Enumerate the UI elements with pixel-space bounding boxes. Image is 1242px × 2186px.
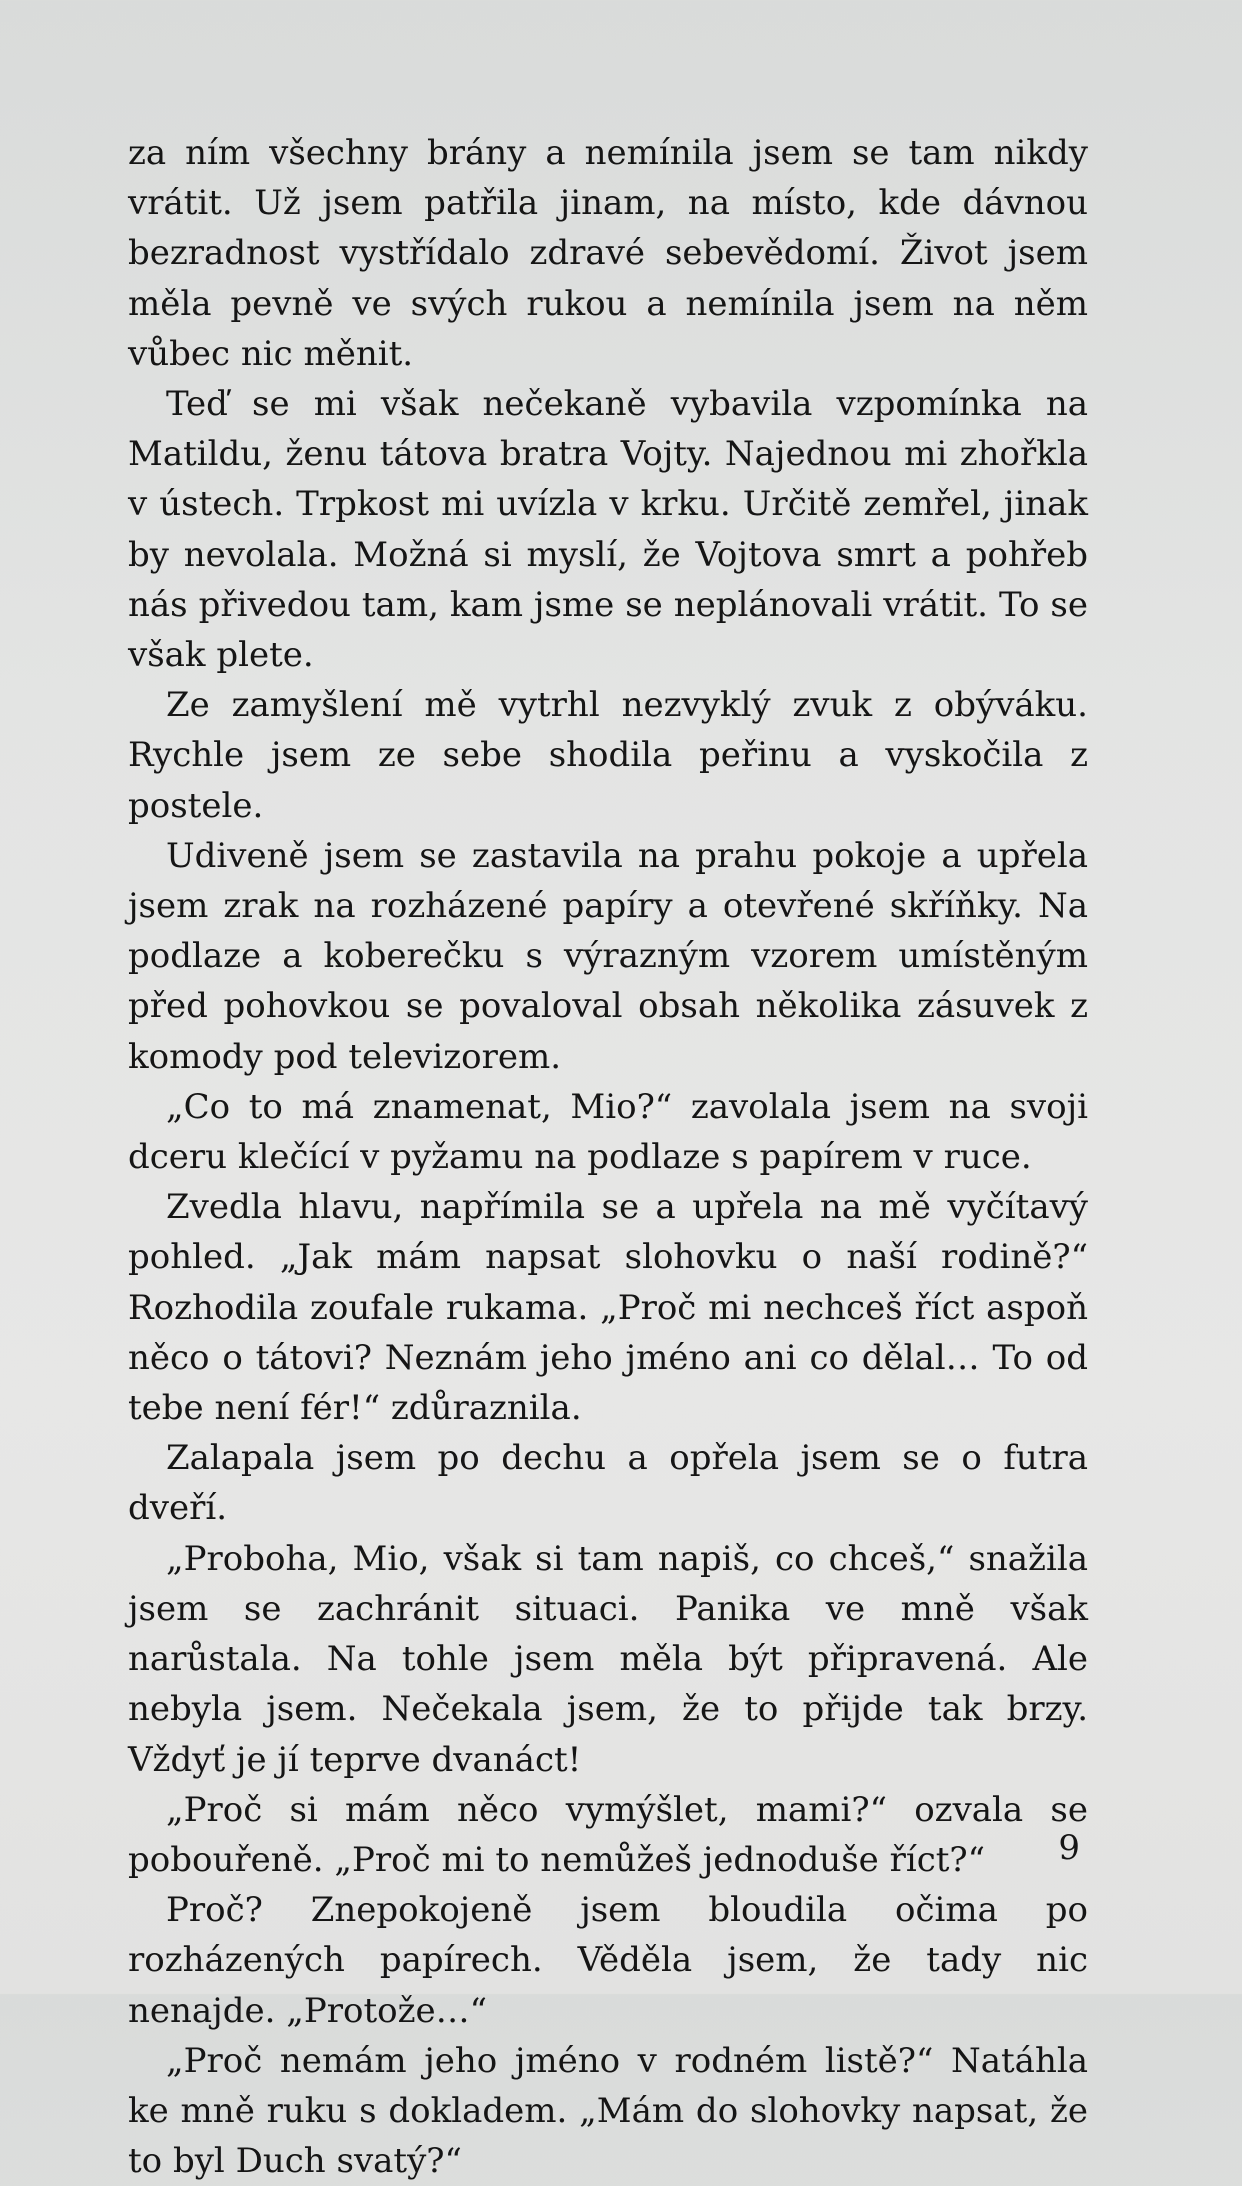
paragraph-3: Ze zamyšlení mě vytrhl nezvyklý zvuk z obýváku. Rychle jsem ze sebe shodila peřinu a vyskočila z postele. [128,685,1088,826]
paragraph-1: za ním všechny brány a nemínila jsem se tam nikdy vrátit. Už jsem patřila jinam, na místo, kde dávnou bezradnost vystřídalo zdravé sebevědomí. Život jsem měla pevně ve svých rukou a nemínila jsem na něm vůbec nic měnit. [128,133,1088,374]
paragraph-6: Zvedla hlavu, napřímila se a upřela na mě vyčítavý pohled. „Jak mám napsat slohovku o naší rodině?“ Rozhodila zoufale rukama. „Proč mi nechceš říct aspoň něco o tátovi? Neznám jeho jméno ani co dělal… To od tebe není fér!“ zdůraznila. [128,1187,1088,1429]
body-text [128,128,1088,2186]
page-number: 9 [1058,1828,1080,1868]
paragraph-2: Teď se mi však nečekaně vybavila vzpomínka na Matildu, ženu tátova bratra Vojty. Najednou mi zhořkla v ústech. Trpkost mi uvízla v krku. Určitě zemřel, jinak by nevolala. Možná si myslí, že Vojtova smrt a pohřeb nás přivedou tam, kam jsme se neplánovali vrátit. To se však plete. [128,384,1088,676]
paragraph-7: Zalapala jsem po dechu a opřela jsem se o futra dveří. [128,1438,1088,1529]
paragraph-8: „Proboha, Mio, však si tam napiš, co chceš,“ snažila jsem se zachránit situaci. Panika ve mně však narůstala. Na tohle jsem měla být připravená. Ale nebyla jsem. Nečekala jsem, že to přijde tak brzy. Vždyť je jí teprve dvanáct! [128,1538,1088,1780]
paragraph-4: Udiveně jsem se zastavila na prahu pokoje a upřela jsem zrak na rozházené papíry a otevřené skříňky. Na podlaze a koberečku s výrazným vzorem umístěným před pohovkou se povaloval obsah několika zásuvek z komody pod televizorem. [128,835,1088,1077]
paragraph-11: „Proč nemám jeho jméno v rodném listě?“ Natáhla ke mně ruku s dokladem. „Mám do slohovky napsat, že to byl Duch svatý?“ [128,2040,1088,2182]
paragraph-10: Proč? Znepokojeně jsem bloudila očima po rozházených papírech. Věděla jsem, že tady nic nenajde. „Protože…“ [128,1890,1088,2031]
paragraph-5: „Co to má znamenat, Mio?“ zavolala jsem na svoji dceru klečící v pyžamu na podlaze s papírem v ruce. [128,1086,1088,1178]
paragraph-9: „Proč si mám něco vymýšlet, mami?“ ozvala se pobouřeně. „Proč mi to nemůžeš jednoduše říct?“ [128,1789,1088,1880]
